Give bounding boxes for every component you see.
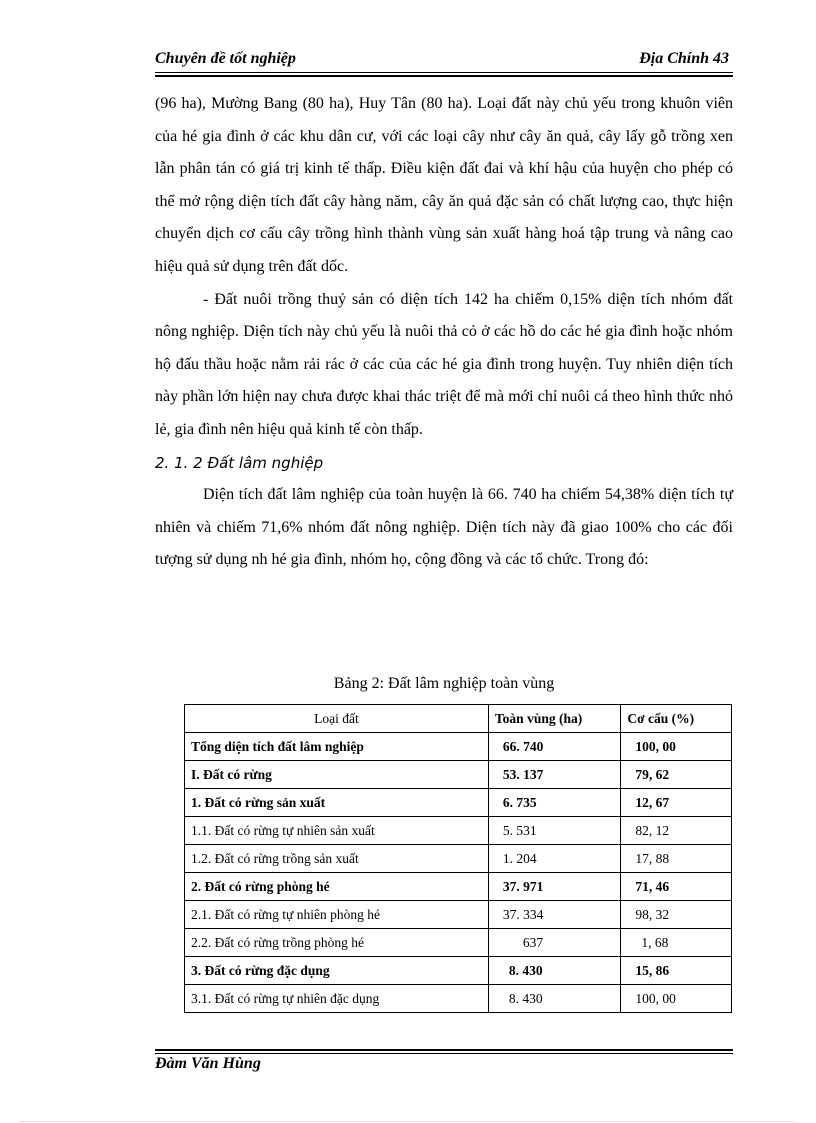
row-share: 71, 46 bbox=[621, 873, 732, 901]
row-area: 8. 430 bbox=[488, 985, 620, 1013]
row-label: 3.1. Đất có rừng tự nhiên đặc dụng bbox=[185, 985, 489, 1013]
table-row bbox=[185, 761, 732, 789]
forest-land-table bbox=[184, 704, 732, 1013]
footer-rule-thick bbox=[155, 1049, 733, 1051]
table-row bbox=[185, 985, 732, 1013]
page-header bbox=[155, 50, 733, 72]
row-share: 1, 68 bbox=[621, 929, 732, 957]
header-right-label: Địa Chính 43 bbox=[639, 50, 729, 67]
paragraph-3: Diện tích đất lâm nghiệp của toàn huyện là 66. 740 ha chiếm 54,38% diện tích tự nhiên và chiếm 71,6% nhóm đất nông nghiệp. Diện tích này đã giao 100% cho các đối tượng sử dụng nh hé gia đình, nhóm họ, cộng đồng và các tổ chức. Trong đó: bbox=[155, 486, 733, 569]
row-share: 15, 86 bbox=[621, 957, 732, 985]
row-area: 6. 735 bbox=[488, 789, 620, 817]
row-share: 100, 00 bbox=[621, 733, 732, 761]
table-caption: Bảng 2: Đất lâm nghiệp toàn vùng bbox=[333, 675, 555, 692]
table-row bbox=[185, 873, 732, 901]
row-area: 53. 137 bbox=[488, 761, 620, 789]
table-row bbox=[185, 817, 732, 845]
row-label: 2. Đất có rừng phòng hé bbox=[185, 873, 489, 901]
header-area: Toàn vùng (ha) bbox=[488, 705, 620, 733]
row-label: I. Đất có rừng bbox=[185, 761, 489, 789]
row-area: 5. 531 bbox=[488, 817, 620, 845]
paragraph-2: - Đất nuôi trồng thuỷ sản có diện tích 142 ha chiếm 0,15% diện tích nhóm đất nông nghiệp. Diện tích này chủ yếu là nuôi thả cỏ ở các hồ do các hé gia đình hoặc nhóm hộ đấu thầu hoặc nằm rải rác ở các của các hé gia đình trong huyện. Tuy nhiên diện tích này phần lớn hiện nay chưa được khai thác triệt để mà mới chỉ nuôi cá theo hình thức nhỏ lẻ, gia đình nên hiệu quả kinh tế còn thấp. bbox=[155, 290, 733, 438]
row-share: 12, 67 bbox=[621, 789, 732, 817]
row-area: 637 bbox=[488, 929, 620, 957]
row-share: 82, 12 bbox=[621, 817, 732, 845]
row-label: 2.2. Đất có rừng trồng phòng hé bbox=[185, 929, 489, 957]
table-row bbox=[185, 929, 732, 957]
row-label: 1.1. Đất có rừng tự nhiên sản xuất bbox=[185, 817, 489, 845]
header-land-type: Loại đất bbox=[185, 705, 489, 733]
footer-author: Đàm Văn Hùng bbox=[155, 1055, 261, 1072]
table-row bbox=[185, 957, 732, 985]
row-area: 37. 971 bbox=[488, 873, 620, 901]
table-row bbox=[185, 845, 732, 873]
row-share: 100, 00 bbox=[621, 985, 732, 1013]
row-label: Tổng diện tích đất lâm nghiệp bbox=[185, 733, 489, 761]
paragraph-1: (96 ha), Mường Bang (80 ha), Huy Tân (80 ha). Loại đất này chủ yếu trong khuôn viên của hé gia đình ở các khu dân cư, với các loại cây như cây ăn quả, cây lấy gỗ trồng xen lẫn phân tán có giá trị kinh tế thấp. Điều kiện đất đai và khí hậu của huyện cho phép có thể mở rộng diện tích đất cây hàng năm, cây ăn quả đặc sản có chất lượng cao, thực hiện chuyển dịch cơ cấu cây trồng hình thành vùng sản xuất hàng hoá tập trung và nâng cao hiệu quả sử dụng trên đất dốc. bbox=[155, 95, 733, 275]
row-share: 17, 88 bbox=[621, 845, 732, 873]
row-label: 3. Đất có rừng đặc dụng bbox=[185, 957, 489, 985]
row-share: 79, 62 bbox=[621, 761, 732, 789]
table-row bbox=[185, 733, 732, 761]
row-label: 1. Đất có rừng sản xuất bbox=[185, 789, 489, 817]
header-rule-thin bbox=[155, 72, 733, 73]
footer-rule-thin bbox=[155, 1053, 733, 1054]
document-body bbox=[155, 88, 733, 577]
page-bottom-divider bbox=[20, 1121, 796, 1122]
row-label: 2.1. Đất có rừng tự nhiên phòng hé bbox=[185, 901, 489, 929]
row-area: 37. 334 bbox=[488, 901, 620, 929]
row-area: 66. 740 bbox=[488, 733, 620, 761]
table-row bbox=[185, 789, 732, 817]
table-header-row bbox=[185, 705, 732, 733]
row-area: 1. 204 bbox=[488, 845, 620, 873]
row-share: 98, 32 bbox=[621, 901, 732, 929]
row-area: 8. 430 bbox=[488, 957, 620, 985]
table-row bbox=[185, 901, 732, 929]
header-rule-thick bbox=[155, 75, 733, 77]
row-label: 1.2. Đất có rừng trồng sản xuất bbox=[185, 845, 489, 873]
section-heading: 2. 1. 2 Đất lâm nghiệp bbox=[155, 453, 324, 472]
header-title: Chuyên đề tốt nghiệp bbox=[155, 50, 296, 67]
header-share: Cơ cấu (%) bbox=[621, 705, 732, 733]
